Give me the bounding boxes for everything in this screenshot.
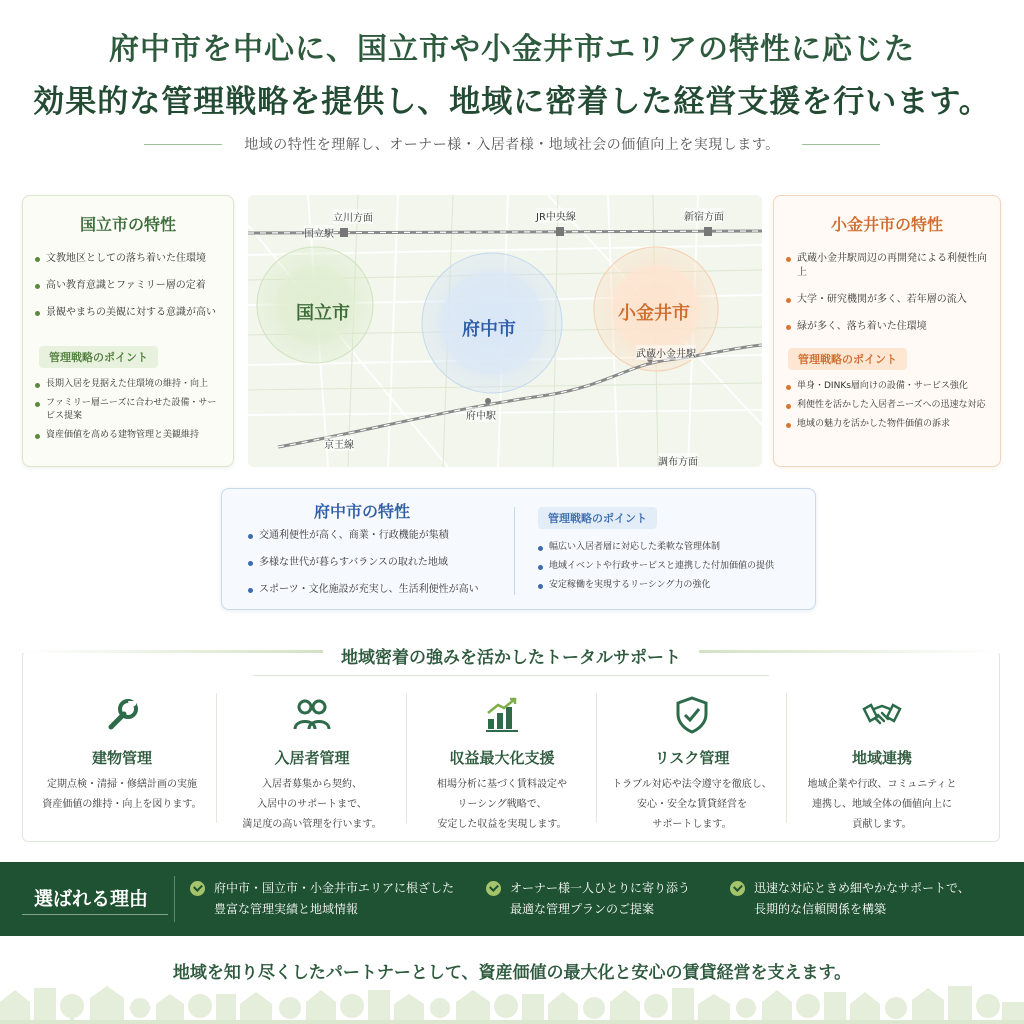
hero-title-line2: 効果的な管理戦略を提供し、地域に密着した経営支援を行います。 bbox=[33, 84, 991, 120]
koganei-strategy-label: 管理戦略のポイント bbox=[788, 348, 907, 370]
bar-chart-icon bbox=[482, 695, 522, 735]
fuchu-strategy: 幅広い入居者層に対応した柔軟な管理体制 bbox=[538, 541, 805, 554]
fuchu-strategies bbox=[538, 541, 805, 598]
support-item-building bbox=[27, 695, 217, 831]
fuchu-feature: 交通利便性が高く、商業・行政機能が集積 bbox=[248, 529, 510, 543]
map-city-fuchu: 府中市 bbox=[462, 319, 516, 340]
kunitachi-feature: 文教地区としての落ち着いた住環境 bbox=[35, 252, 225, 266]
support-item-desc: 地域企業や行政、コミュニティと 連携し、地域全体の価値向上に 貢献します。 bbox=[807, 779, 957, 830]
kunitachi-strategies bbox=[35, 378, 225, 448]
support-item-title: 収益最大化支援 bbox=[449, 749, 555, 767]
subline-rule-left bbox=[144, 144, 222, 145]
fuchu-title: 府中市の特性 bbox=[313, 502, 410, 521]
support-item-desc: 入居者募集から契約、 入居中のサポートまで、 満足度の高い管理を行います。 bbox=[242, 779, 382, 830]
town-skyline-illustration bbox=[0, 976, 1024, 1024]
support-title-rule bbox=[253, 675, 769, 676]
reasons-label-rule bbox=[22, 914, 168, 915]
koganei-features bbox=[786, 252, 992, 347]
reason-line: 府中市・国立市・小金井市エリアに根ざした bbox=[214, 881, 455, 895]
check-icon bbox=[486, 881, 501, 896]
reason-line: オーナー様一人ひとりに寄り添う bbox=[510, 881, 691, 895]
reasons-band bbox=[0, 862, 1024, 936]
fuchu-strategy: 安定稼働を実現するリーシング力の強化 bbox=[538, 579, 805, 592]
kunitachi-feature: 高い教育意識とファミリー層の定着 bbox=[35, 279, 225, 293]
koganei-panel bbox=[773, 195, 1001, 467]
kunitachi-title: 国立市の特性 bbox=[79, 215, 176, 234]
kunitachi-feature: 景観やまちの美観に対する意識が高い bbox=[35, 306, 225, 320]
reason-line: 迅速な対応ときめ細やかなサポートで、 bbox=[754, 881, 970, 895]
kunitachi-strategy: ファミリー層ニーズに合わせた設備・サービス提案 bbox=[35, 397, 225, 423]
koganei-title: 小金井市の特性 bbox=[830, 215, 943, 234]
koganei-strategy: 単身・DINKs層向けの設備・サービス強化 bbox=[786, 380, 992, 393]
fuchu-strategy: 地域イベントや行政サービスと連携した付加価値の提供 bbox=[538, 560, 805, 573]
handshake-icon bbox=[862, 695, 902, 735]
support-title bbox=[23, 643, 999, 668]
map-label-musashikoganei-station: 武蔵小金井駅 bbox=[636, 345, 696, 360]
hero-title-line1: 府中市を中心に、国立市や小金井市エリアの特性に応じた bbox=[109, 32, 915, 67]
people-icon bbox=[292, 695, 332, 735]
fuchu-panel-divider bbox=[514, 507, 515, 595]
subline-text: 地域の特性を理解し、オーナー様・入居者様・地域社会の価値向上を実現します。 bbox=[244, 137, 780, 153]
fuchu-panel bbox=[221, 488, 816, 610]
subline-rule-right bbox=[802, 144, 880, 145]
map-label-chofu: 調布方面 bbox=[658, 453, 698, 467]
fuchu-features bbox=[248, 529, 510, 610]
kunitachi-features bbox=[35, 252, 225, 333]
reason-line: 長期的な信頼関係を構築 bbox=[754, 902, 887, 916]
area-map bbox=[248, 195, 762, 467]
kunitachi-strategy: 資産価値を高める建物管理と美観維持 bbox=[35, 429, 225, 442]
koganei-strategies bbox=[786, 380, 992, 437]
koganei-feature: 武蔵小金井駅周辺の再開発による利便性向上 bbox=[786, 252, 992, 280]
support-item-revenue bbox=[407, 695, 597, 831]
kunitachi-panel bbox=[22, 195, 234, 467]
map-label-tachikawa: 立川方面 bbox=[333, 209, 373, 224]
support-item-title: 建物管理 bbox=[91, 749, 152, 767]
footer-tagline: 地域を知り尽くしたパートナーとして、資産価値の最大化と安心の賃貸経営を支えます。 bbox=[172, 963, 852, 983]
wrench-icon bbox=[102, 695, 142, 735]
support-item-desc: 相場分析に基づく賃料設定や リーシング戦略で、 安定した収益を実現します。 bbox=[437, 779, 567, 830]
check-icon bbox=[730, 881, 745, 896]
fuchu-strategy-label: 管理戦略のポイント bbox=[538, 507, 657, 529]
support-item-tenant bbox=[217, 695, 407, 831]
map-label-jr-chuo: JR中央線 bbox=[536, 208, 576, 223]
kunitachi-strategy-label: 管理戦略のポイント bbox=[39, 346, 158, 368]
hero-subline bbox=[0, 134, 1024, 154]
support-item-desc: トラブル対応や法令遵守を徹底し、 安心・安全な賃貸経営を サポートします。 bbox=[612, 779, 772, 830]
reasons-label: 選ばれる理由 bbox=[34, 888, 149, 910]
koganei-feature: 緑が多く、落ち着いた住環境 bbox=[786, 320, 992, 334]
support-item-desc: 定期点検・清掃・修繕計画の実施 資産価値の維持・向上を図ります。 bbox=[42, 779, 202, 810]
map-city-kunitachi: 国立市 bbox=[296, 303, 350, 324]
reason-line: 豊富な管理実績と地域情報 bbox=[214, 902, 359, 916]
reason-line: 最適な管理プランのご提案 bbox=[510, 902, 655, 916]
support-item-title: 地域連携 bbox=[851, 749, 912, 767]
total-support-section bbox=[22, 650, 1000, 842]
kunitachi-strategy: 長期入居を見据えた住環境の維持・向上 bbox=[35, 378, 225, 391]
map-label-shinjuku: 新宿方面 bbox=[684, 208, 724, 223]
map-city-koganei: 小金井市 bbox=[618, 303, 690, 324]
map-label-kunitachi-station: 国立駅 bbox=[304, 225, 334, 240]
support-title-text: 地域密着の強みを活かしたトータルサポート bbox=[323, 648, 699, 668]
support-item-risk bbox=[597, 695, 787, 831]
fuchu-feature: 多様な世代が暮らすバランスの取れた地域 bbox=[248, 556, 510, 570]
fuchu-feature: スポーツ・文化施設が充実し、生活利便性が高い bbox=[248, 583, 510, 597]
koganei-strategy: 地域の魅力を活かした物件価値の訴求 bbox=[786, 418, 992, 431]
support-item-community bbox=[787, 695, 977, 831]
reasons-separator bbox=[174, 876, 175, 922]
support-item-title: リスク管理 bbox=[654, 749, 730, 767]
support-item-title: 入居者管理 bbox=[274, 749, 350, 767]
koganei-strategy: 利便性を活かした入居者ニーズへの迅速な対応 bbox=[786, 399, 992, 412]
check-icon bbox=[190, 881, 205, 896]
map-label-keio-line: 京王線 bbox=[324, 436, 354, 451]
shield-check-icon bbox=[672, 695, 712, 735]
map-label-fuchu-station: 府中駅 bbox=[466, 407, 496, 422]
koganei-feature: 大学・研究機関が多く、若年層の流入 bbox=[786, 293, 992, 307]
